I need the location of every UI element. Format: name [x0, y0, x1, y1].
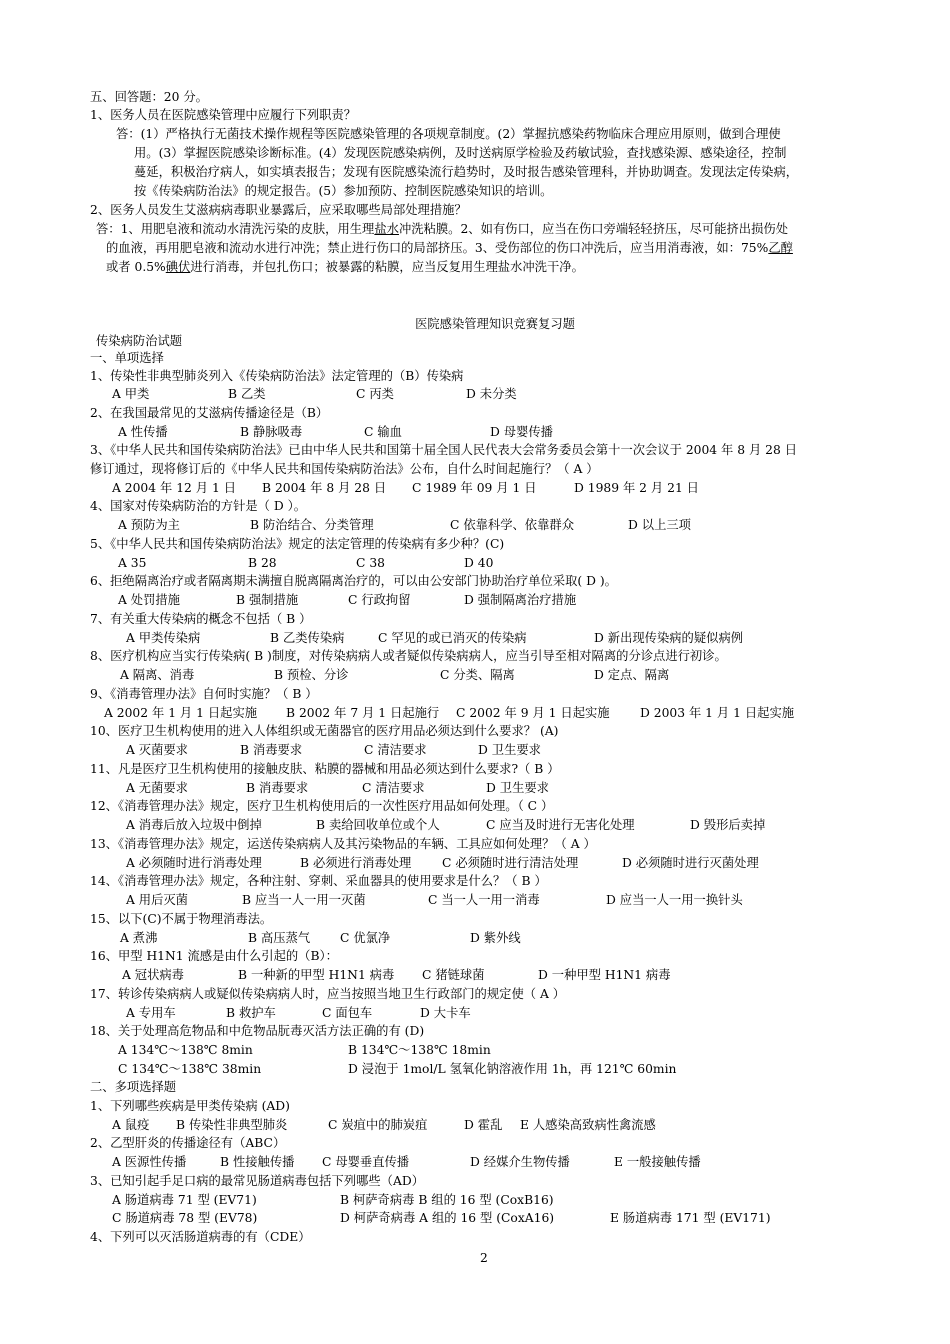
answer-segment: 的血液，再用肥皂液和流动水进行冲洗；禁止进行伤口的局部挤压。3、受伤部位的伤口冲洗后，应当用消毒液，如：75%: [106, 241, 769, 255]
option: B 防治结合、分类管理: [250, 518, 374, 532]
option: B 预检、分诊: [274, 668, 349, 682]
option: A 煮沸: [120, 931, 158, 945]
question-text: 10、医疗卫生机构使用的进入人体组织或无菌器官的医疗用品必须达到什么要求？ (A): [90, 724, 559, 738]
option: B 乙类: [228, 387, 266, 401]
option: A 鼠疫: [112, 1118, 150, 1132]
option: C 行政拘留: [348, 593, 411, 607]
option: A 性传播: [118, 425, 168, 439]
option: C 面包车: [322, 1006, 373, 1020]
question-text: 3、《中华人民共和国传染病防治法》已由中华人民共和国第十届全国人民代表大会常务委员会第十一次会议于 2004 年 8 月 28 日: [90, 443, 798, 457]
option: B 柯萨奇病毒 B 组的 16 型 (CoxB16): [340, 1193, 554, 1207]
option: B 静脉吸毒: [240, 425, 303, 439]
option: C 清洁要求: [364, 743, 427, 757]
answer-text: 按《传染病防治法》的规定报告。(5）参加预防、控制医院感染知识的培训。: [134, 184, 553, 198]
option: C 2002 年 9 月 1 日起实施: [456, 706, 610, 720]
option: B 性接触传播: [220, 1155, 295, 1169]
option: B 消毒要求: [246, 781, 309, 795]
question-text: 18、关于处理高危物品和中危物品朊毒灭活方法正确的有 (D): [90, 1024, 425, 1038]
question-text: 9、《消毒管理办法》自何时实施？（ B ）: [90, 687, 318, 701]
option: C 输血: [364, 425, 402, 439]
option: C 肠道病毒 78 型 (EV78): [112, 1211, 258, 1225]
option: B 应当一人一用一灭菌: [242, 893, 366, 907]
question-text: 3、已知引起手足口病的最常见肠道病毒包括下列哪些（AD）: [90, 1174, 424, 1188]
option: D 1989 年 2 月 21 日: [574, 481, 699, 495]
option: E 人感染高致病性禽流感: [520, 1118, 656, 1132]
option: E 一般接触传播: [614, 1155, 701, 1169]
option: A 134℃～138℃ 8min: [118, 1043, 253, 1057]
option: D 毁形后卖掉: [690, 818, 766, 832]
answer-segment: 进行消毒，并包扎伤口；被暴露的粘膜，应当反复用生理盐水冲洗干净。: [190, 260, 584, 274]
section-heading: 一、单项选择: [90, 351, 164, 365]
option: C 丙类: [356, 387, 394, 401]
option: B 134℃～138℃ 18min: [348, 1043, 491, 1057]
option: B 卖给回收单位或个人: [316, 818, 440, 832]
question-text: 17、转诊传染病病人或疑似传染病病人时，应当按照当地卫生行政部门的规定使（ A ）: [90, 987, 566, 1001]
option: D 浸泡于 1mol/L 氢氧化钠溶液作用 1h，再 121℃ 60min: [348, 1062, 677, 1076]
question-text: 1、下列哪些疾病是甲类传染病 (AD): [90, 1099, 290, 1113]
answer-underlined: 盐水: [374, 222, 399, 236]
option: A 35: [118, 556, 147, 570]
answer-text: 用。(3）掌握医院感染诊断标准。(4）发现医院感染病例，及时送病原学检验及药敏试验，查找感染源、感染途径，控制: [134, 146, 787, 160]
option: A 肠道病毒 71 型 (EV71): [112, 1193, 257, 1207]
option: D 卫生要求: [486, 781, 549, 795]
option: A 预防为主: [118, 518, 180, 532]
question-text: 15、以下(C)不属于物理消毒法。: [90, 912, 273, 926]
question-text: 8、医疗机构应当实行传染病( B )制度，对传染病病人或者疑似传染病病人，应当引导至相对隔离的分诊点进行初诊。: [90, 649, 727, 663]
option: D 定点、隔离: [594, 668, 670, 682]
question-text: 14、《消毒管理办法》规定，各种注射、穿刺、采血器具的使用要求是什么？（ B ）: [90, 874, 547, 888]
option: B 2002 年 7 月 1 日起施行: [286, 706, 440, 720]
option: E 肠道病毒 171 型 (EV171): [610, 1211, 771, 1225]
question-text: 2、医务人员发生艾滋病病毒职业暴露后，应采取哪些局部处理措施？: [90, 203, 467, 217]
question-text: 修订通过，现将修订后的《中华人民共和国传染病防治法》公布，自什么时间起施行？（ A ）: [90, 462, 599, 476]
option: B 28: [248, 556, 277, 570]
option: B 必须进行消毒处理: [300, 856, 412, 870]
option: C 优氯净: [340, 931, 391, 945]
option: D 大卡车: [420, 1006, 471, 1020]
option: D 母婴传播: [490, 425, 553, 439]
option: D 新出现传染病的疑似病例: [594, 631, 744, 645]
answer-segment: 答：1、用肥皂液和流动水清洗污染的皮肤，用生理: [96, 222, 375, 236]
question-text: 6、拒绝隔离治疗或者隔离期未满擅自脱离隔离治疗的，可以由公安部门协助治疗单位采取( D )。: [90, 574, 617, 588]
option: D 未分类: [466, 387, 517, 401]
option: B 高压蒸气: [248, 931, 311, 945]
answer-text: [106, 259, 584, 275]
option: B 一种新的甲型 H1N1 病毒: [238, 968, 395, 982]
option: A 专用车: [126, 1006, 176, 1020]
option: A 灭菌要求: [126, 743, 188, 757]
option: B 2004 年 8 月 28 日: [262, 481, 387, 495]
section-heading: 五、回答题：20 分。: [90, 90, 208, 104]
page-number: 2: [480, 1251, 488, 1265]
option: C 必须随时进行清洁处理: [442, 856, 579, 870]
option: C 炭疽中的肺炭疽: [328, 1118, 428, 1132]
question-text: 1、传染性非典型肺炎列入《传染病防治法》法定管理的（B）传染病: [90, 369, 464, 383]
option: A 用后灭菌: [126, 893, 188, 907]
option: B 救护车: [226, 1006, 276, 1020]
question-text: 2、在我国最常见的艾滋病传播途径是（B）: [90, 406, 329, 420]
option: D 一种甲型 H1N1 病毒: [538, 968, 671, 982]
question-text: 1、医务人员在医院感染管理中应履行下列职责？: [90, 108, 357, 122]
answer-text: 答：(1）严格执行无菌技术操作规程等医院感染管理的各项规章制度。(2）掌握抗感染药物临床合理应用原则，做到合理使: [116, 127, 781, 141]
answer-text: [106, 240, 793, 256]
option: D 紫外线: [470, 931, 521, 945]
question-text: 11、凡是医疗卫生机构使用的接触皮肤、粘膜的器械和用品必须达到什么要求?（ B ）: [90, 762, 560, 776]
option: D 卫生要求: [478, 743, 541, 757]
review-title: 医院感染管理知识竞赛复习题: [415, 317, 575, 331]
option: D 强制隔离治疗措施: [464, 593, 577, 607]
option: D 40: [464, 556, 494, 570]
option: D 柯萨奇病毒 A 组的 16 型 (CoxA16): [340, 1211, 555, 1225]
question-text: 4、国家对传染病防治的方针是（ D ）。: [90, 499, 307, 513]
answer-underlined: 乙醇: [768, 241, 793, 255]
option: A 必须随时进行消毒处理: [126, 856, 262, 870]
option: C 134℃～138℃ 38min: [118, 1062, 262, 1076]
option: B 传染性非典型肺炎: [176, 1118, 288, 1132]
option: C 依靠科学、依靠群众: [450, 518, 574, 532]
option: C 38: [356, 556, 385, 570]
option: B 乙类传染病: [270, 631, 345, 645]
option: A 隔离、消毒: [120, 668, 195, 682]
option: A 甲类传染病: [126, 631, 201, 645]
option: D 经媒介生物传播: [470, 1155, 570, 1169]
option: C 母婴垂直传播: [322, 1155, 410, 1169]
option: C 1989 年 09 月 1 日: [412, 481, 537, 495]
option: A 甲类: [112, 387, 150, 401]
answer-underlined: 碘伏: [165, 260, 191, 274]
option: D 霍乱: [464, 1118, 503, 1132]
option: B 消毒要求: [240, 743, 303, 757]
answer-segment: 或者 0.5%: [106, 260, 166, 274]
question-text: 7、有关重大传染病的概念不包括（ B ）: [90, 612, 312, 626]
option: A 2002 年 1 月 1 日起实施: [104, 706, 258, 720]
option: D 应当一人一用一换针头: [606, 893, 743, 907]
option: D 必须随时进行灭菌处理: [622, 856, 759, 870]
review-subtitle: 传染病防治试题: [96, 334, 183, 348]
option: C 当一人一用一消毒: [428, 893, 540, 907]
option: A 消毒后放入垃圾中倒掉: [126, 818, 262, 832]
option: A 冠状病毒: [122, 968, 184, 982]
answer-text: 蔓延，积极治疗病人，如实填表报告；发现有医院感染流行趋势时，及时报告感染管理科，并协助调查。发现法定传染病，: [134, 165, 799, 179]
option: C 罕见的或已消灭的传染病: [378, 631, 527, 645]
question-text: 5、《中华人民共和国传染病防治法》规定的法定管理的传染病有多少种？(C): [90, 537, 505, 551]
question-text: 12、《消毒管理办法》规定，医疗卫生机构使用后的一次性医疗用品如何处理。（ C ）: [90, 799, 554, 813]
section-heading: 二、多项选择题: [90, 1080, 177, 1094]
option: A 2004 年 12 月 1 日: [112, 481, 236, 495]
question-text: 2、乙型肝炎的传播途径有（ABC）: [90, 1136, 286, 1150]
question-text: 4、下列可以灭活肠道病毒的有（CDE）: [90, 1230, 311, 1244]
option: A 无菌要求: [126, 781, 188, 795]
option: A 处罚措施: [118, 593, 180, 607]
answer-segment: 冲洗粘膜。2、如有伤口，应当在伤口旁端轻轻挤压，尽可能挤出损伤处: [398, 222, 788, 236]
option: D 2003 年 1 月 1 日起实施: [640, 706, 795, 720]
option: D 以上三项: [628, 518, 691, 532]
question-text: 16、甲型 H1N1 流感是由什么引起的（B）：: [90, 949, 338, 963]
option: C 分类、隔离: [440, 668, 515, 682]
question-text: 13、《消毒管理办法》规定，运送传染病病人及其污染物品的车辆、工具应如何处理？（ A ）: [90, 837, 596, 851]
option: A 医源性传播: [112, 1155, 187, 1169]
option: C 猪链球菌: [422, 968, 485, 982]
answer-text: [96, 221, 788, 237]
option: B 强制措施: [236, 593, 299, 607]
option: C 应当及时进行无害化处理: [486, 818, 635, 832]
option: C 清洁要求: [362, 781, 425, 795]
